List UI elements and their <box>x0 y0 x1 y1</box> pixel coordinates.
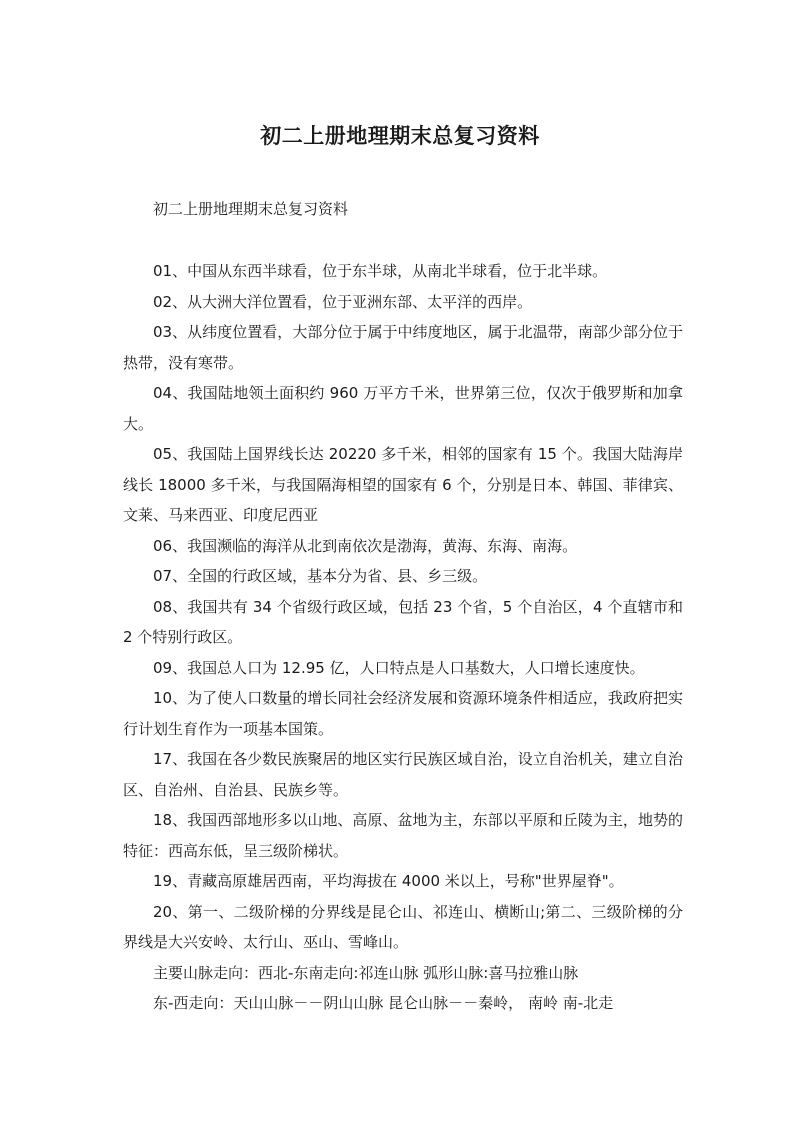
paragraph-06: 06、我国濒临的海洋从北到南依次是渤海，黄海、东海、南海。 <box>153 536 578 555</box>
paragraph-19: 19、青藏高原雄居西南，平均海拔在 4000 米以上，号称"世界屋脊"。 <box>153 872 624 890</box>
paragraph-east-west-mountains: 东-西走向：天山山脉－－阴山山脉 昆仑山脉－－秦岭， 南岭 南-北走 <box>153 994 614 1012</box>
document-subtitle: 初二上册地理期末总复习资料 <box>153 200 349 218</box>
paragraph-07: 07、全国的行政区域，基本分为省、县、乡三级。 <box>153 567 488 585</box>
document-body <box>123 256 683 1019</box>
paragraph-20: 20、第一、二级阶梯的分界线是昆仑山、祁连山、横断山;第二、三级阶梯的分界线是大兴安岭、太行山、巫山、雪峰山。 <box>123 902 683 951</box>
paragraph-10: 10、为了使人口数量的增长同社会经济发展和资源环境条件相适应，我政府把实行计划生育作为一项基本国策。 <box>123 689 683 738</box>
paragraph-17: 17、我国在各少数民族聚居的地区实行民族区域自治，设立自治机关，建立自治区、自治州、自治县、民族乡等。 <box>123 750 683 799</box>
paragraph-18: 18、我国西部地形多以山地、高原、盆地为主，东部以平原和丘陵为主，地势的特征：西高东低，呈三级阶梯状。 <box>123 811 683 860</box>
paragraph-04: 04、我国陆地领土面积约 960 万平方千米，世界第三位，仅次于俄罗斯和加拿大。 <box>123 384 683 433</box>
paragraph-01: 01、中国从东西半球看，位于东半球，从南北半球看，位于北半球。 <box>153 262 608 280</box>
paragraph-05: 05、我国陆上国界线长达 20220 多千米，相邻的国家有 15 个。我国大陆海岸线长 18000 多千米，与我国隔海相望的国家有 6 个，分别是日本、韩国、菲律宾、文莱、马来西亚、印度尼西亚 <box>123 445 683 524</box>
paragraph-08: 08、我国共有 34 个省级行政区域，包括 23 个省，5 个自治区，4 个直辖市和 2 个特别行政区。 <box>123 597 683 646</box>
paragraph-02: 02、从大洲大洋位置看，位于亚洲东部、太平洋的西岸。 <box>153 292 533 311</box>
paragraph-03: 03、从纬度位置看，大部分位于属于中纬度地区，属于北温带，南部少部分位于热带，没有寒带。 <box>123 323 683 372</box>
paragraph-mountain-directions: 主要山脉走向：西北-东南走向:祁连山脉 弧形山脉:喜马拉雅山脉 <box>153 963 579 982</box>
paragraph-09: 09、我国总人口为 12.95 亿，人口特点是人口基数大，人口增长速度快。 <box>153 658 645 677</box>
document-title: 初二上册地理期末总复习资料 <box>260 124 540 148</box>
